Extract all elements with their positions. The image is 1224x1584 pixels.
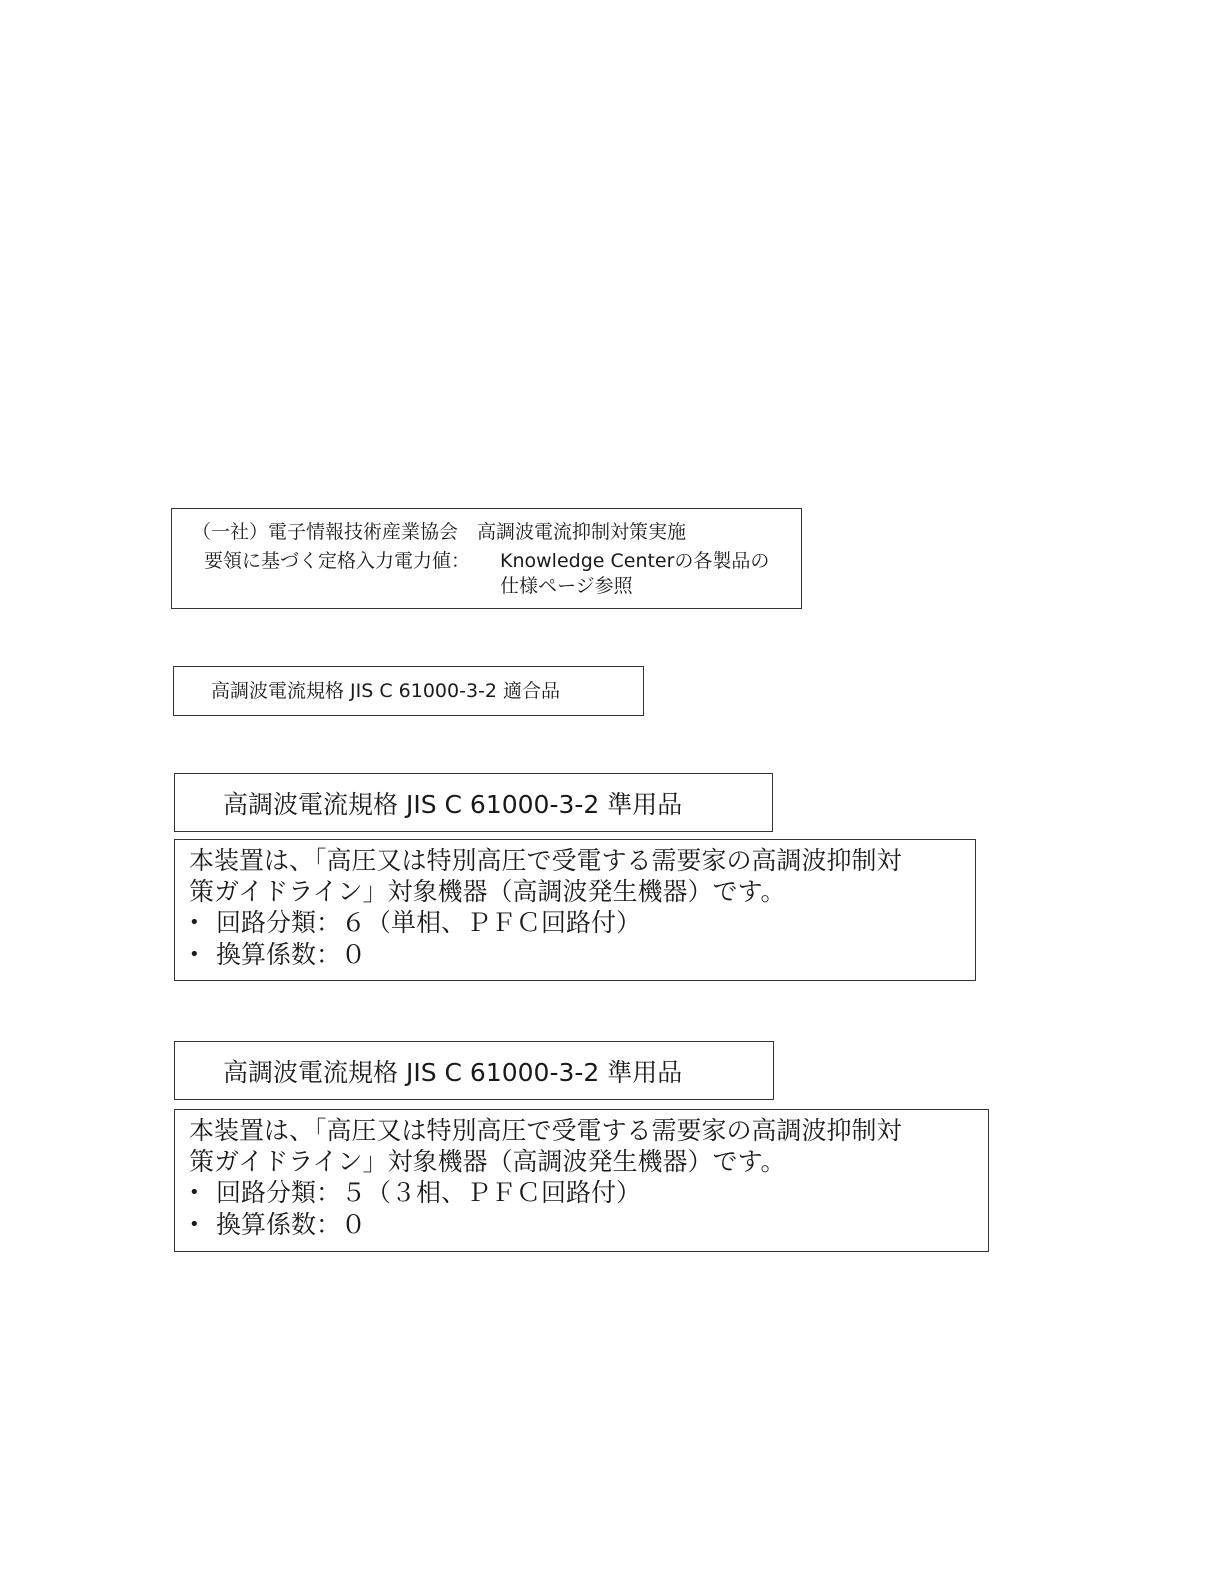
bullet-icon: • (189, 912, 200, 933)
section-2-bullet-circuit-class (189, 1180, 641, 1205)
section-2-body-box (174, 1109, 989, 1252)
section-1-body-box (174, 839, 976, 981)
bullet-icon: • (189, 944, 200, 965)
section-1-header: 高調波電流規格 JIS C 61000-3-2 準用品 (223, 790, 683, 819)
section-2-header: 高調波電流規格 JIS C 61000-3-2 準用品 (223, 1058, 683, 1087)
section-1-bullet-circuit-class (189, 910, 641, 935)
section-1-bullet-conversion-factor (189, 942, 366, 967)
compliant-product-label: 高調波電流規格 JIS C 61000-3-2 適合品 (211, 680, 561, 702)
jeita-rated-power-label: 要領に基づく定格入力電力値： (204, 550, 471, 572)
section-1-body-line-1: 本装置は、「高圧又は特別高圧で受電する需要家の高調波抑制対 (189, 846, 902, 875)
compliant-product-box (173, 666, 644, 716)
circuit-class-text: 回路分類：６（単相、ＰＦＣ回路付） (216, 908, 642, 937)
conversion-factor-text: 換算係数：０ (216, 1210, 367, 1239)
conversion-factor-text: 換算係数：０ (216, 940, 367, 969)
jeita-line-1: （一社）電子情報技術産業協会 高調波電流抑制対策実施 (192, 521, 687, 543)
section-2-header-box (174, 1041, 774, 1100)
bullet-icon: • (189, 1182, 200, 1203)
section-2-body-line-1: 本装置は、「高圧又は特別高圧で受電する需要家の高調波抑制対 (189, 1116, 902, 1145)
bullet-icon: • (189, 1214, 200, 1235)
circuit-class-text: 回路分類：５（３相、ＰＦＣ回路付） (216, 1178, 642, 1207)
section-1-body-line-2: 策ガイドライン」対象機器（高調波発生機器）です。 (189, 877, 786, 906)
section-1-header-box (174, 773, 773, 832)
section-2-bullet-conversion-factor (189, 1212, 366, 1237)
jeita-rated-power-value: Knowledge Centerの各製品の (500, 550, 770, 572)
jeita-rated-power-box (171, 508, 802, 609)
jeita-rated-power-value-cont: 仕様ページ参照 (500, 575, 633, 597)
section-2-body-line-2: 策ガイドライン」対象機器（高調波発生機器）です。 (189, 1147, 786, 1176)
